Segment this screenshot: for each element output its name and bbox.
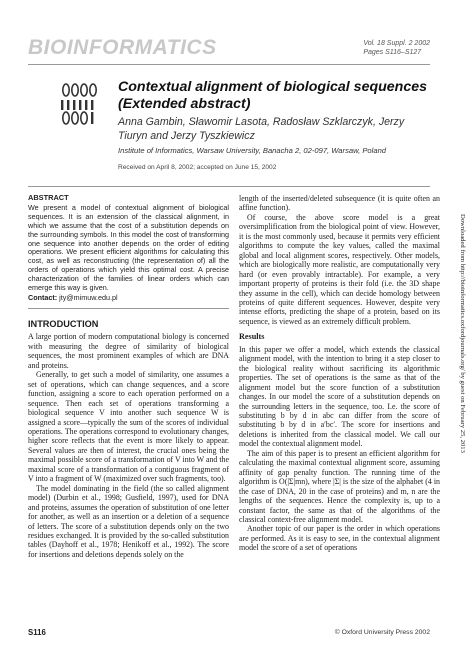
abstract-section: [28, 194, 229, 303]
journal-logo: [58, 78, 102, 134]
body-paragraph: length of the inserted/deleted subsequence (it is quite often an affine function).: [239, 194, 440, 213]
author-list: [118, 116, 438, 143]
abstract-text: We present a model of contextual alignment of biological sequences. It is an extension of the classical alignment, in which we assume that the cost of a substitution depends on the surrounding symbols. In this model the cost of transforming one sequence into another depends on the order of editing operations. We present efficient algorithms for calculating this cost, as well as reconstructing (the representation of) all the orders of operations which yield this optimal cost. A precise characterization of the families of linear orders which can emerge this way is given.: [28, 202, 229, 293]
received-dates: Received on April 8, 2002; accepted on June 15, 2002: [118, 164, 277, 171]
page-number: S116: [28, 628, 46, 637]
contact-email[interactable]: jty@mimuw.edu.pl: [59, 292, 118, 302]
contact-label: Contact:: [28, 292, 58, 302]
title-divider: [28, 186, 430, 187]
authors-line: Anna Gambin, Sławomir Lasota, Radosław Szklarczyk, Jerzy: [118, 116, 405, 128]
body-paragraph: Of course, the above score model is a great oversimplification from the biological point of view. However, it is the most commonly used, because it permits very efficient algorithms to compute the key values, called the maximal global and local alignment scores, respectively. Other models, which are biologically more realistic, are computationally very hard (or even provably intractable). For example, a very important property of proteins is their fold (i.e. the 3D shape they assume in the cell), which can decide homology between proteins of quite different sequences. However, despite very intense efforts, predicting the shape of a protein, based on its sequence, is viewed as an extremely difficult problem.: [239, 212, 440, 326]
affiliation: Institute of Informatics, Warsaw University, Banacha 2, 02-097, Warsaw, Poland: [118, 146, 387, 155]
article-title: [118, 79, 438, 113]
authors-line: Tiuryn and Jerzy Tyszkiewicz: [118, 129, 255, 142]
journal-title: BIOINFORMATICS: [28, 36, 217, 59]
download-note[interactable]: Downloaded from http://bioinformatics.oxfordjournals.org/ by guest on February 25, 2013: [459, 214, 466, 453]
header-divider: [28, 64, 430, 65]
introduction-heading: INTRODUCTION: [28, 319, 99, 329]
title-subtitle: (Extended abstract): [118, 96, 251, 112]
body-paragraph: The model dominating in the field (the so called alignment model) (Durbin et al., 1998; Gusfield, 1997), used for DNA and proteins, assumes the operation of substitution of one letter for another, as well as an insertion or a deletion of a sequence of letters. The score of a substitution depends only on the two residues exchanged. It is provided by the so-called substitution tables (Dayhoff et al., 1978; Henikoff et al., 1992). The score for insertions and deletions depends solely on the: [28, 483, 229, 559]
body-paragraph: In this paper we offer a model, which extends the classical alignment model, with the intention to bring it a step closer to the biological reality without sacrificing its algorithmic properties. The set of operations is the same as that of the alignment model but the score function of a substitution changes. In our model the score of a substitution depends on the surrounding letters in the sequence, too. I.e. the score of substituting b by d in abc can differ from the score of substituting b by d in a′bc′. The score for insertions and deletions is inherited from the classical model. We call our model the contextual alignment model.: [239, 344, 440, 449]
abstract-divider: [28, 308, 229, 309]
pages-line: Pages S116–S127: [363, 49, 422, 56]
volume-info: [363, 39, 430, 57]
body-paragraph: The aim of this paper is to present an efficient algorithm for calculating the maximal contextual alignment score, assuming affinity of gap penalty function. The running time of the algorithm is O(|Σ|mn), where |Σ| is the size of the alphabet (4 in the case of DNA, 20 in the case of proteins) and m, n are the lengths of the sequences. Hence the complexity is, up to a constant factor, the same as that of the algorithms of the classical context-free alignment model.: [239, 448, 440, 524]
title-line: Contextual alignment of biological sequences: [118, 79, 428, 95]
abstract-heading: ABSTRACT: [28, 193, 69, 202]
download-sidebar: [458, 214, 468, 654]
copyright-notice: © Oxford University Press 2002: [334, 629, 430, 636]
body-paragraph: Generally, to get such a model of similarity, one assumes a set of operations, which can change sequences, and a score function, assigning a score to each operation performed on a sequence. Then each set of operations transforming a biological sequence V into another such sequence W is assigned a score—typically the sum of the scores of individual operations. The operations correspond to evolutionary changes, higher score reflects that the event is more likely to appear. Several values are then of interest, the crucial ones being the maximal possible score of a transformation of V into W and the maximal score of a transformation of a contiguous fragment of V into a fragment of W (maximized over such fragments, too).: [28, 370, 229, 484]
body-paragraph: Another topic of our paper is the order in which operations are performed. As it is easy to see, in the contextual alignment model the score of a set of operations: [239, 524, 440, 553]
left-column: [28, 318, 229, 559]
volume-line: Vol. 18 Suppl. 2 2002: [363, 40, 430, 47]
right-column: [239, 194, 440, 553]
results-heading: Results: [239, 332, 265, 342]
contact-line: [28, 294, 229, 303]
body-paragraph: A large portion of modern computational biology is concerned with measuring the degree of similarity of biological sequences, the most prominent examples of which are DNA and proteins.: [28, 332, 229, 370]
